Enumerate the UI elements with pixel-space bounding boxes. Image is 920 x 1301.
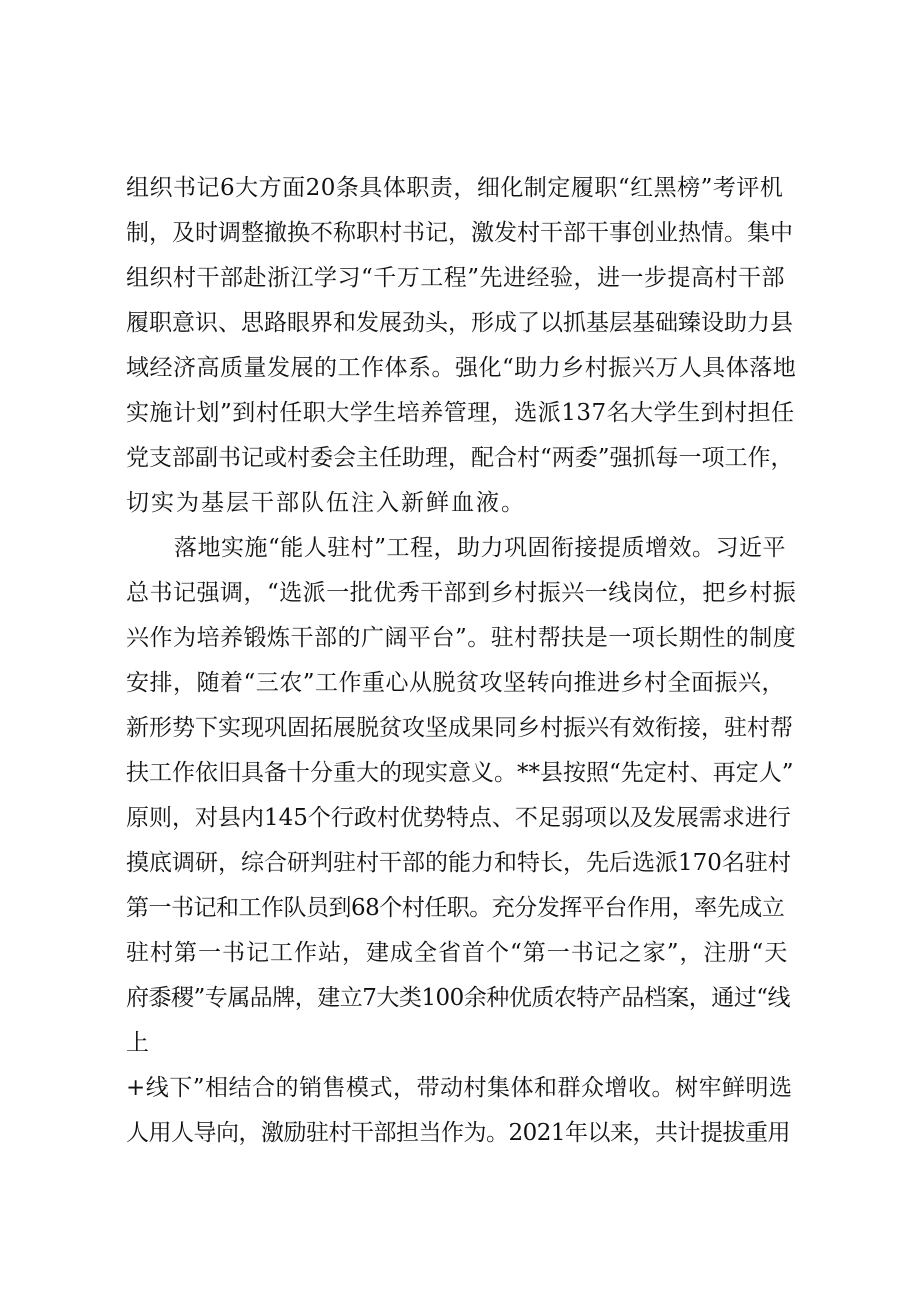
paragraph-1-line-7: 党支部副书记或村委会主任助理，配合村“两委”强抓每一项工作， [126, 445, 794, 471]
paragraph-2-line-2: 总书记强调，“选派一批优秀干部到乡村振兴一线岗位，把乡村振 [126, 580, 797, 606]
paragraph-2-line-13: +线下”相结合的销售模式，带动村集体和群众增收。树牢鲜明选 [126, 1075, 793, 1101]
paragraph-1-line-4: 履职意识、思路眼界和发展劲头，形成了以抓基层基础臻设助力县 [126, 310, 793, 336]
paragraph-2-line-1: 落地实施“能人驻村”工程，助力巩固衔接提质增效。习近平 [174, 535, 787, 561]
paragraph-2-line-7: 原则，对县内145个行政村优势特点、不足弱项以及发展需求进行 [126, 805, 791, 831]
paragraph-2-line-3: 兴作为培养锻炼干部的广阔平台”。驻村帮扶是一项长期性的制度 [126, 625, 797, 651]
paragraph-1-line-3: 组织村干部赴浙江学习“千万工程”先进经验，进一步提高村干部 [126, 265, 786, 291]
paragraph-2-line-12: 上 [126, 1030, 151, 1056]
paragraph-2-line-8: 摸底调研，综合研判驻村干部的能力和特长，先后选派170名驻村 [126, 850, 791, 876]
paragraph-2-line-14: 人用人导向，激励驻村干部担当作为。2021年以来，共计提拔重用 [126, 1120, 791, 1146]
paragraph-2-line-5: 新形势下实现巩固拓展脱贫攻坚成果同乡村振兴有效衔接，驻村帮 [126, 715, 793, 741]
paragraph-2-line-11: 府黍稷”专属品牌，建立7大类100余种优质农特产品档案，通过“线 [126, 985, 791, 1011]
paragraph-2-line-10: 驻村第一书记工作站，建成全省首个“第一书记之家”，注册“天 [126, 940, 789, 966]
paragraph-2-line-4: 安排，随着“三农”工作重心从脱贫攻坚转向推进乡村全面振兴， [126, 670, 786, 696]
paragraph-1-line-2: 制，及时调整撤换不称职村书记，激发村干部干事创业热情。集中 [126, 220, 793, 246]
paragraph-1-line-1: 组织书记6大方面20条具体职责，细化制定履职“红黑榜”考评机 [126, 175, 784, 201]
paragraph-1-line-8: 切实为基层干部队伍注入新鲜血液。 [126, 490, 526, 516]
paragraph-1-line-5: 域经济高质量发展的工作体系。强化“助力乡村振兴万人具体落地 [126, 355, 797, 381]
paragraph-2-line-6: 扶工作依旧具备十分重大的现实意义。**县按照“先定村、再定人” [126, 760, 794, 786]
paragraph-1-line-6: 实施计划”到村任职大学生培养管理，选派137名大学生到村担任 [126, 400, 795, 426]
paragraph-2-line-9: 第一书记和工作队员到68个村任职。充分发挥平台作用，率先成立 [126, 895, 785, 921]
